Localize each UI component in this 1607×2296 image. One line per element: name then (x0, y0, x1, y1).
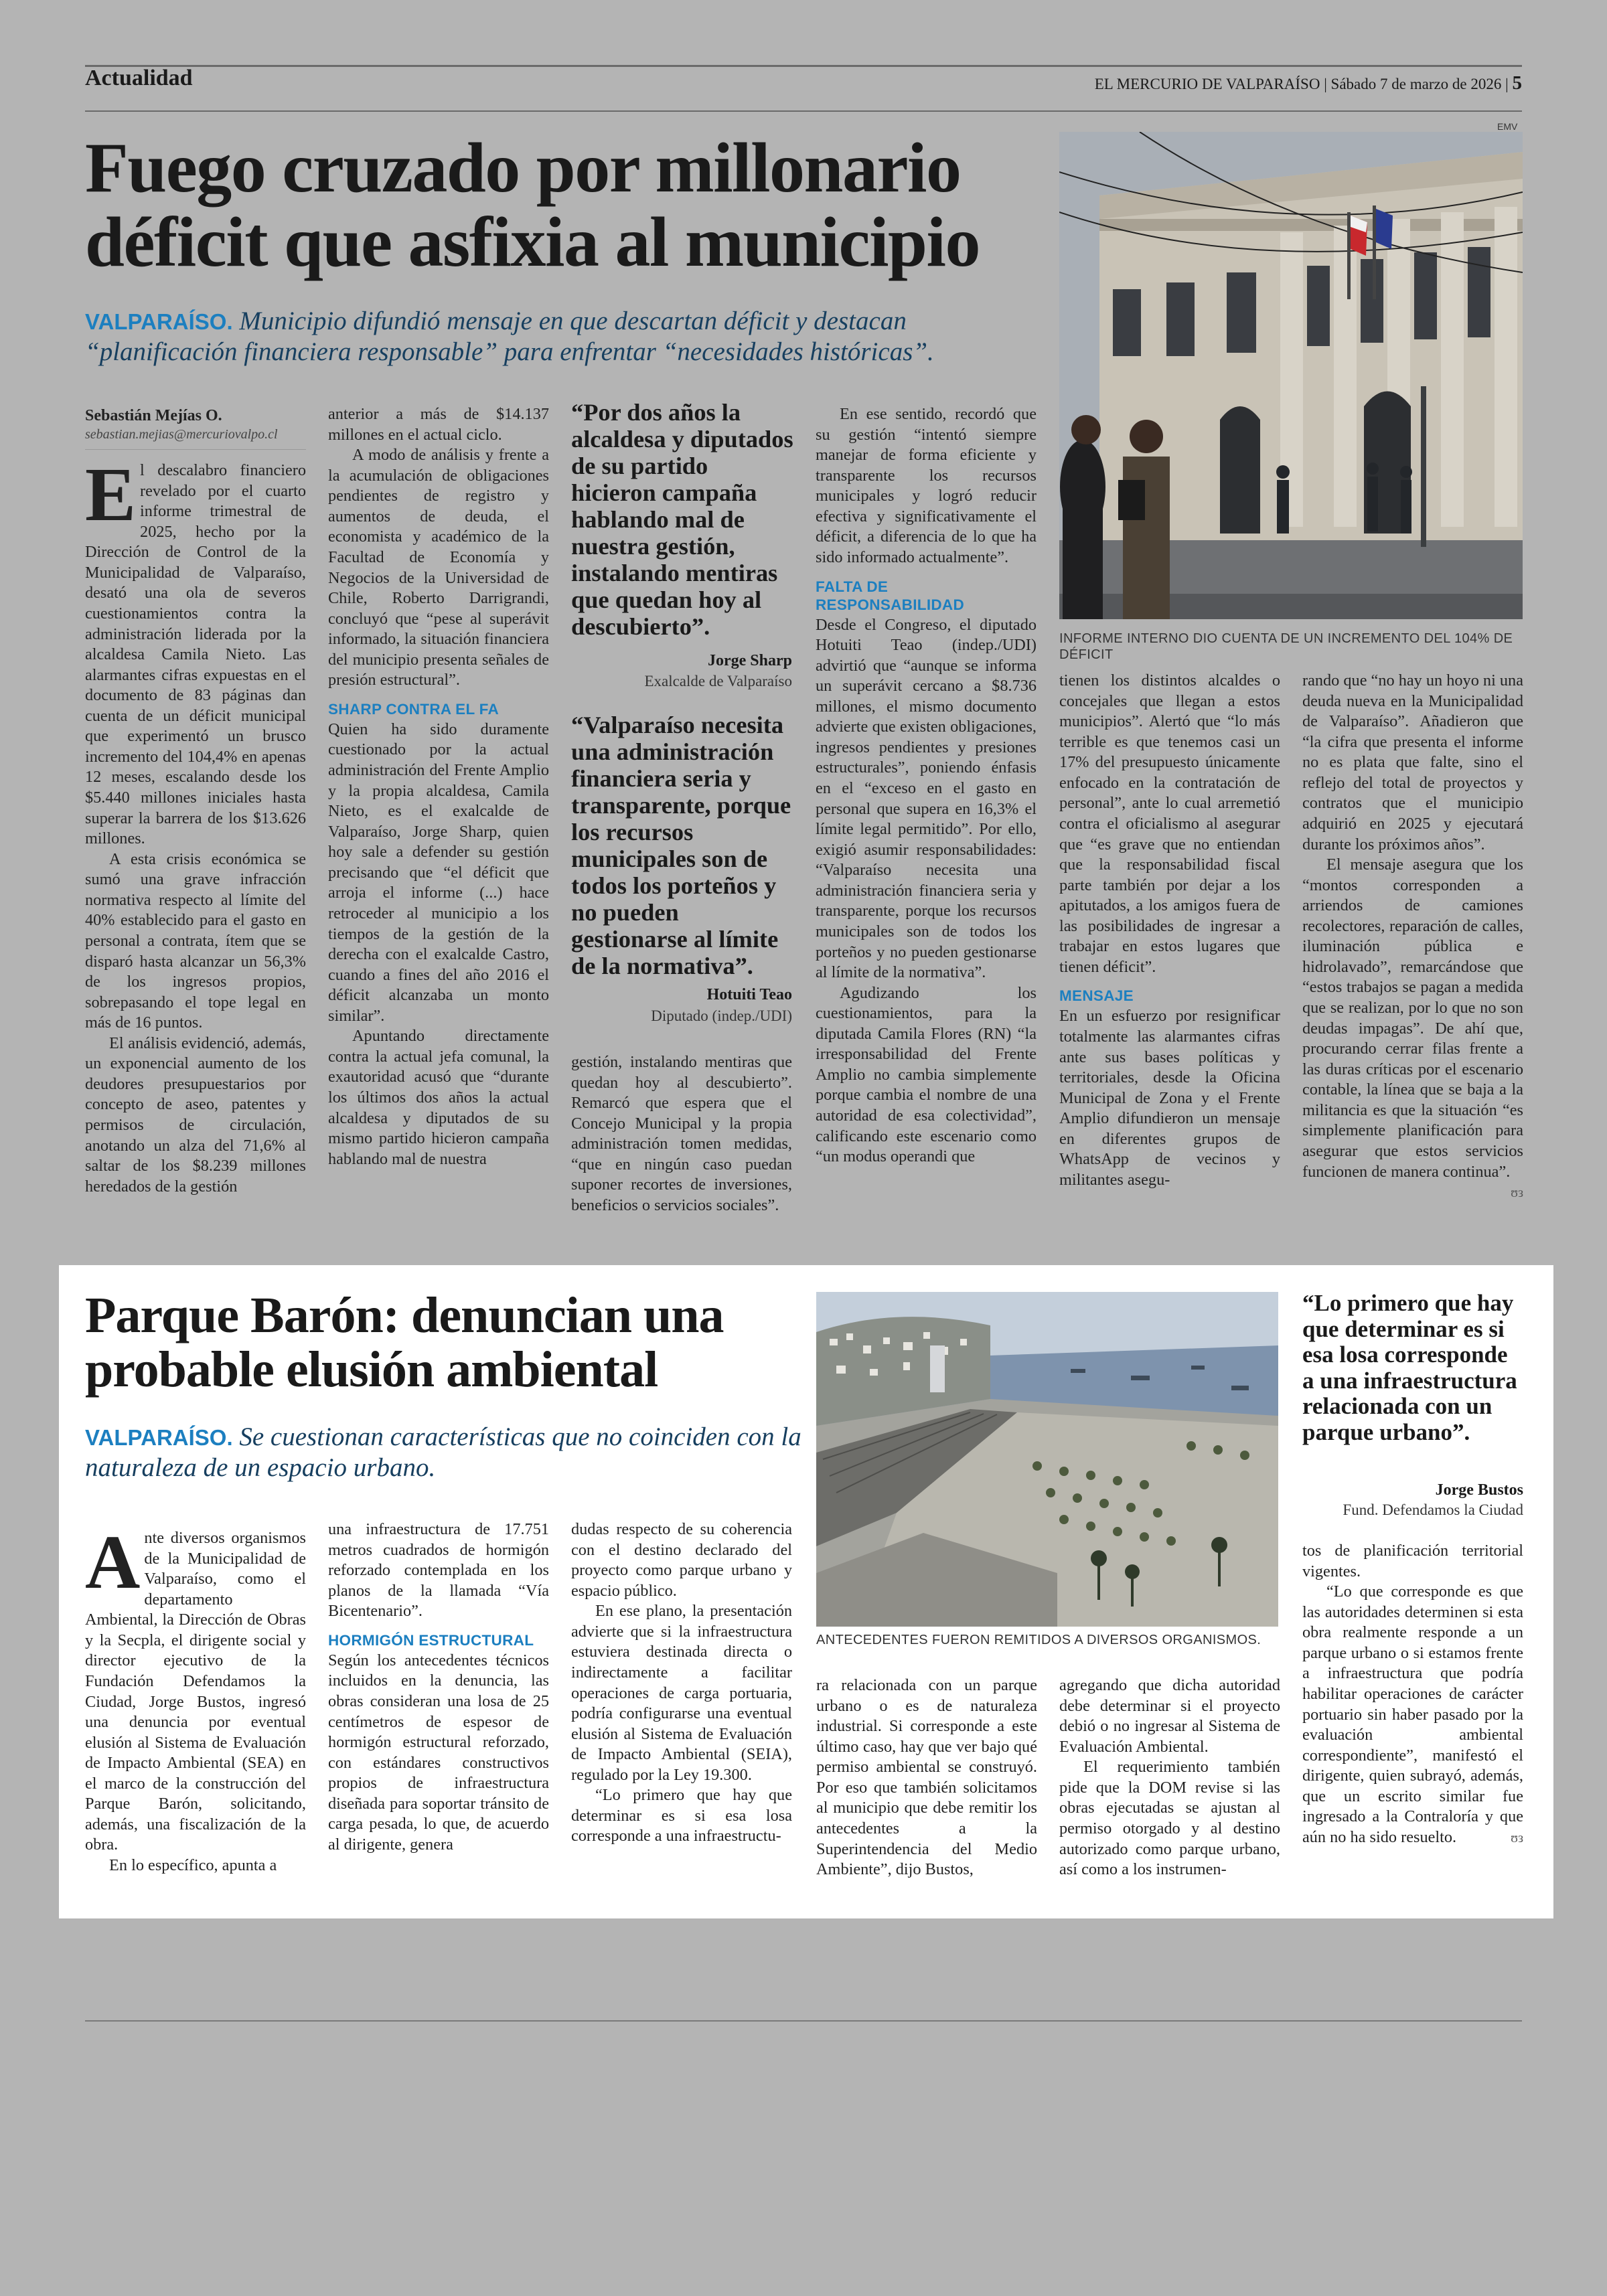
story2-paragraph: En ese plano, la presentación advierte que si la infraestructura estuviera destinada directa o indirectamente a facilitar operaciones de carga portuaria, podría configurarse una eventual elusión al Sistema de Evaluación de Impacto Ambiental (SEIA), regulado por la Ley 19.300. (571, 1602, 792, 1784)
masthead (1095, 72, 1522, 95)
story1-column-5 (1059, 671, 1280, 1256)
story1-column-3 (571, 1052, 792, 1256)
bottom-rule (85, 2020, 1522, 2022)
story2-paragraph: tos de planificación territorial vigentes. (1302, 1542, 1523, 1580)
story2-photo (816, 1292, 1278, 1627)
story1-paragraph: gestión, instalando mentiras que quedan hoy al descubierto”. Remarcó que espera que el Concejo Municipal y la propia administración tomen medidas, “que en ningún caso puedan suponer recortes de inversiones, beneficios o servicios sociales”. (571, 1053, 792, 1214)
story1-column-6 (1302, 671, 1523, 1256)
story1-paragraph (1302, 855, 1523, 1201)
story1-paragraph: A esta crisis económica se sumó una grave infracción normativa respecto al límite del 40% establecido para el gasto en personal a contrata, ítem que se disparó hasta alcanzar un 56,3% de los ingresos propios, sobrepasando el tope legal en más de 16 puntos. (85, 849, 306, 1032)
pull-quote-teao-role: Diputado (indep./UDI) (651, 1007, 792, 1024)
story2-paragraph: En lo específico, apunta a (109, 1856, 277, 1874)
story1-paragraph: El análisis evidenció, además, un exponencial aumento de los deudores presupuestarios por concepto de aseo, patentes y permisos de circulación, anotando un alza del 71,6% al saltar de los $8.239 millones heredados de la gestión (85, 1034, 306, 1196)
masthead-separator: | (1324, 76, 1327, 92)
story2-paragraph: una infraestructura de 17.751 metros cuadrados de hormigón reforzado contemplada en los planos de la llamada “Vía Bicentenario”. (328, 1520, 549, 1621)
story1-photo-caption: INFORME INTERNO DIO CUENTA DE UN INCREMENTO DEL 104% DE DÉFICIT (1059, 631, 1513, 662)
story2-column-3 (571, 1520, 792, 1903)
header-rule (85, 110, 1522, 112)
story2-deck-text: Se cuestionan características que no coinciden con la naturaleza de un espacio urbano. (85, 1422, 801, 1483)
page-number: 5 (1512, 72, 1522, 94)
section-name: Actualidad (85, 66, 193, 90)
story1-paragraph: rando que “no hay un hoyo ni una deuda nueva en la Municipalidad de Valparaíso”. Añadieron que “la cifra que presenta el informe no es plata que falte, sino el reflejo del total de proyectos y contratos que el municipio adquirió en 2025 y ejecutará durante los próximos años”. (1302, 671, 1523, 853)
pull-quote-bustos-role: Fund. Defendamos la Ciudad (1343, 1501, 1523, 1518)
byline-email: sebastian.mejias@mercuriovalpo.cl (85, 427, 278, 442)
story2-column-4 (816, 1675, 1037, 1903)
story2-column-1 (85, 1528, 306, 1903)
story2-column-5 (1059, 1675, 1280, 1903)
story1-subhead: MENSAJE (1059, 987, 1134, 1005)
story1-paragraph (85, 452, 306, 849)
dropcap: E (85, 452, 137, 537)
story1-paragraph: Agudizando los cuestionamientos, para la diputada Camila Flores (RN) “la irresponsabilidad del Frente Amplio no cambia simplemente porque cambia el nombre de una autoridad de esa colectividad”, calificando este escenario como “un modus operandi que (816, 983, 1037, 1166)
story1-photo (1059, 132, 1523, 619)
story1-paragraph: Quien ha sido duramente cuestionado por la actual administración del Frente Amplio y la propia alcaldesa, Camila Nieto, es el exalcalde de Valparaíso, Jorge Sharp, quien hoy sale a defender su gestión precisando que “el déficit que arroja el informe (...) hace retroceder al municipio a los tiempos de la gestión de la derecha con el exalcalde Castro, cuando a fines del año 2016 el déficit alcanzaba un monto similar”. (328, 720, 549, 1025)
story1-text: El mensaje asegura que los “montos corresponden a arriendos de camiones recolectores, reparación de calles, iluminación pública e hidrolavado”, remarcándose que “estos trabajos se pagan a medida que se realizan, por lo que no son deudas impagas”. De ahí que, procurando cerrar filas frente a las duras críticas por el escenario contable, la línea que se baja a la militancia es que la situación “es simplemente planificación para asegurar que estos servicios funcionen de manera continua”. (1302, 855, 1523, 1181)
story1-column-4 (816, 404, 1037, 1256)
story2-paragraph: El requerimiento también pide que la DOM revise si las obras ejecutadas se ajustan al permiso otorgado y al destino autorizado como parque urbano, así como a los instrumen- (1059, 1758, 1280, 1879)
story1-paragraph: A modo de análisis y frente a la acumulación de obligaciones pendientes de registro y aumentos de deuda, el economista y académico de la Facultad de Economía y Negocios de la Universidad de Chile, Roberto Darrigrandi, concluyó que “pese al superávit informado, la situación financiera del municipio presenta señales de presión estructural”. (328, 446, 549, 689)
story2-paragraph: dudas respecto de su coherencia con el destino declarado del proyecto como parque urbano y espacio público. (571, 1520, 792, 1600)
story1-paragraph: Desde el Congreso, el diputado Hotuiti Teao (indep./UDI) advirtió que “aunque se informa un superávit cercano a $8.736 millones, el mismo documento advierte que existen obligaciones, ingresos pendientes y presiones estructurales”, poniendo énfasis en el “exceso en el gasto en personal que supera en 16,3% el límite legal permitido”. Por ello, exigió asumir responsabilidades: “Valparaíso necesita una administración financiera seria y transparente, porque los recursos municipales son de todos los porteños y no pueden gestionarse al límite de la normativa”. (816, 615, 1037, 982)
story2-subhead: HORMIGÓN ESTRUCTURAL (328, 1631, 534, 1649)
story1-paragraph: anterior a más de $14.137 millones en el actual ciclo. (328, 405, 549, 444)
story1-paragraph: tienen los distintos alcaldes o concejales que llegan a estos municipios”. Alertó que “lo más terrible es que tenemos casi un 17% del presupuesto únicamente enfocado en la contratación de personal”, ante lo cual arremetió contra el oficialismo al asegurar que “es grave que no entiendan que la responsabilidad fiscal parte también por dejar a los apitutados, a los amigos fuera de las posibilidades de ingresar a trabajar en estos lugares que tienen déficit”. (1059, 671, 1280, 976)
story2-deck (85, 1422, 815, 1483)
pull-quote-sharp-role: Exalcalde de Valparaíso (644, 673, 792, 689)
story2-headline: Parque Barón: denuncian una probable elusión ambiental (85, 1287, 724, 1398)
top-rule (85, 65, 1522, 67)
story2-paragraph (85, 1528, 306, 1856)
story2-text: nte diversos organismos de la Municipalidad de Valparaíso, como el departamento Ambiental, la Dirección de Obras y la Secpla, el dirigente social y director ejecutivo de la Fundación Defendamos la Ciudad, Jorge Bustos, ingresó una denuncia por eventual elusión al Sistema de Evaluación de Impacto Ambiental (SEA) en el marco de la construcción del Parque Barón, solicitando, además, una fiscalización de la obra. (85, 1529, 306, 1854)
story2-paragraph (1302, 1582, 1523, 1848)
story2-paragraph: “Lo primero que hay que determinar es si esa losa corresponde a una infraestructu- (571, 1786, 792, 1846)
end-mark-icon: ʊз (1511, 1185, 1523, 1201)
story2-paragraph: Según los antecedentes técnicos incluidos en la denuncia, las obras consideran una losa de 25 centímetros de espesor de hormigón estructural reforzado, con estándares constructivos propios de infraestructura diseñada para soportar tránsito de carga pesada, lo que, de acuerdo al dirigente, genera (328, 1651, 549, 1854)
publication-name: EL MERCURIO DE VALPARAÍSO (1094, 76, 1320, 92)
story1-column-2 (328, 404, 549, 1256)
pull-quote-sharp: “Por dos años la alcaldesa y diputados de su partido hicieron campaña hablando mal de nuestra gestión, instalando mentiras que quedan hoy al descubierto”. (571, 399, 793, 641)
story1-paragraph: Apuntando directamente contra la actual jefa comunal, la exautoridad acusó que “durante los últimos dos años la actual alcaldesa y diputados de su mismo partido hicieron campaña hablando mal de nuestra (328, 1027, 549, 1168)
story2-photo-caption: ANTECEDENTES FUERON REMITIDOS A DIVERSOS ORGANISMOS. (816, 1633, 1261, 1647)
story2-paragraph: ra relacionada con un parque urbano o es de naturaleza industrial. Si corresponde a este último caso, hay que ver bajo qué permiso ambiental se construyó. Por eso que también solicitamos al municipio que debe remitir los antecedentes a la Superintendencia del Medio Ambiente”, dijo Bustos, (816, 1676, 1037, 1879)
story1-deck (85, 306, 1043, 367)
pull-quote-bustos-author: Jorge Bustos (1435, 1481, 1523, 1499)
byline-name: Sebastián Mejías O. (85, 407, 222, 424)
story1-paragraph: En ese sentido, recordó que su gestión “intentó siempre manejar de forma eficiente y transparente los recursos municipales y logró reducir efectiva y significativamente el déficit, a diferencia de lo que ha sido informado actualmente”. (816, 405, 1037, 566)
photo-credit: EMV (1497, 121, 1518, 132)
pull-quote-sharp-author: Jorge Sharp (708, 652, 792, 669)
pull-quote-bustos: “Lo primero que hay que determinar es si esa losa corresponde a una infraestructura relacionada con un parque urbano”. (1302, 1290, 1517, 1445)
story1-subhead: FALTA DE RESPONSABILIDAD (816, 578, 965, 613)
dropcap: A (85, 1528, 141, 1605)
story2-paragraph: agregando que dicha autoridad debe determinar si el proyecto debió o no ingresar al Sistema de Evaluación Ambiental. (1059, 1676, 1280, 1756)
story2-deck-kicker: VALPARAÍSO. (85, 1425, 233, 1450)
end-mark-icon: ʊз (1511, 1830, 1523, 1846)
story1-deck-kicker: VALPARAÍSO. (85, 309, 233, 334)
parque-baron-aerial-illustration (816, 1292, 1278, 1627)
publication-date: Sábado 7 de marzo de 2026 (1330, 76, 1502, 92)
pull-quote-teao: “Valparaíso necesita una administración financiera seria y transparente, porque los recursos municipales son de todos los porteños y no pueden gestionarse al límite de la normativa”. (571, 712, 791, 980)
story2-text: “Lo que corresponde es que las autoridades determinen si esta obra realmente responde a un parque urbano o si estamos frente a infraestructura que podría habilitar operaciones de carácter portuario sin haber pasado por la evaluación ambiental correspondiente”, manifestó el dirigente, quien subrayó, además, que un escrito similar fue ingresado a la Contraloría y que aún no ha sido resuelto. (1302, 1582, 1523, 1846)
pull-quote-teao-author: Hotuiti Teao (706, 986, 792, 1003)
story2-column-2 (328, 1520, 549, 1903)
story1-paragraph: En un esfuerzo por resignificar totalmente las alarmantes cifras ante sus bases políticas y territoriales, desde la Oficina Municipal de Zona y el Frente Amplio difundieron un mensaje en diferentes grupos de WhatsApp de vecinos y militantes asegu- (1059, 1007, 1280, 1189)
masthead-separator-2: | (1505, 76, 1509, 92)
story1-subhead: SHARP CONTRA EL FA (328, 700, 500, 718)
story1-deck-text: Municipio difundió mensaje en que descartan déficit y destacan “planificación financiera responsable” para enfrentar “necesidades históricas”. (85, 307, 934, 367)
story1-column-1 (85, 406, 306, 1256)
story1-text: l descalabro financiero revelado por el cuarto informe trimestral de 2025, hecho por la Dirección de Control de la Municipalidad de Valparaíso, desató una ola de severos cuestionamientos contra la administración liderada por la alcaldesa Camila Nieto. Las alarmantes cifras expuestas en el documento de 83 páginas dan cuenta de un déficit municipal que experimentó un brusco incremento del 104,4% en apenas 12 meses, escalando desde los $5.440 millones iniciales hasta superar la barrera de los $13.626 millones. (85, 461, 306, 848)
byline-rule (85, 449, 306, 450)
story1-headline: Fuego cruzado por millonario déficit que asfixia al municipio (85, 129, 980, 282)
story2-column-6 (1302, 1541, 1523, 1903)
municipal-building-illustration (1059, 132, 1523, 619)
